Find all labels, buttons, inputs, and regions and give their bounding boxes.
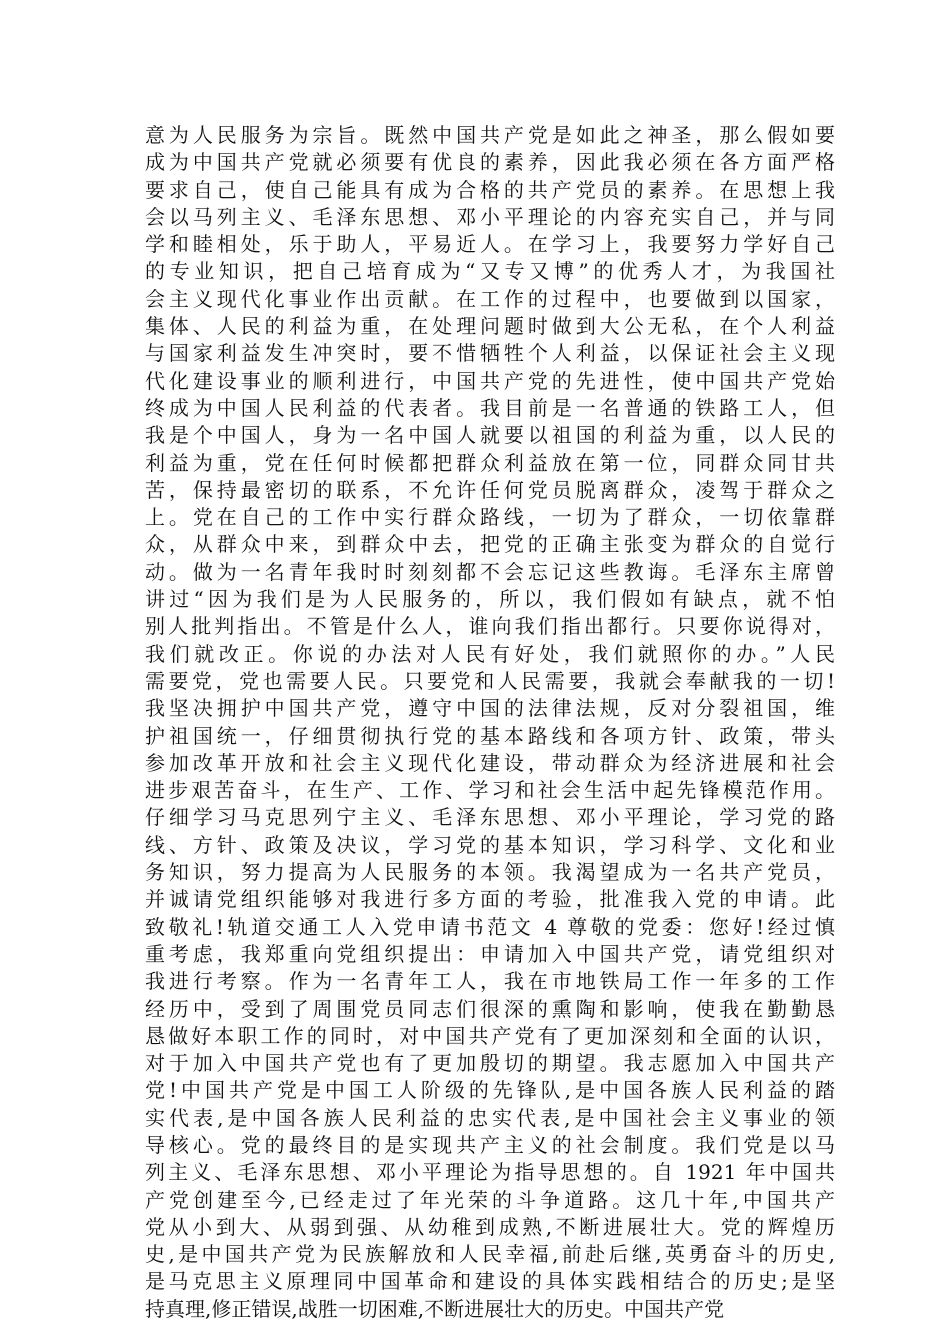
text-line-2: 成为中国共产党就必须要有优良的素养，因此我必须在各方面严格	[145, 150, 835, 175]
text-line-26: 仔细学习马克思列宁主义、毛泽东思想、邓小平理论，学习党的路	[145, 805, 835, 830]
text-line-21: 需要党，党也需要人民。只要党和人民需要，我就会奉献我的一切!	[145, 668, 835, 693]
text-line-41: 党从小到大、从弱到强、从幼稚到成熟,不断进展壮大。党的辉煌历	[145, 1214, 835, 1239]
text-line-32: 我进行考察。作为一名青年工人，我在市地铁局工作一年多的工作	[145, 969, 835, 994]
text-line-12: 我是个中国人，身为一名中国人就要以祖国的利益为重，以人民的	[145, 423, 835, 448]
text-line-14: 苦，保持最密切的联系，不允许任何党员脱离群众，凌驾于群众之	[145, 477, 835, 502]
text-line-23: 护祖国统一，仔细贯彻执行党的基本路线和各项方针、政策，带头	[145, 723, 835, 748]
text-line-8: 集体、人民的利益为重，在处理问题时做到大公无私，在个人利益	[145, 314, 835, 339]
text-line-17: 动。做为一名青年我时时刻刻都不会忘记这些教诲。毛泽东主席曾	[145, 559, 835, 584]
text-line-16: 众，从群众中来，到群众中去，把党的正确主张变为群众的自觉行	[145, 532, 835, 557]
text-line-36: 党!中国共产党是中国工人阶级的先锋队,是中国各族人民利益的踏	[145, 1078, 835, 1103]
text-line-34: 恳做好本职工作的同时，对中国共产党有了更加深刻和全面的认识，	[145, 1023, 835, 1048]
text-line-18: 讲过“因为我们是为人民服务的，所以，我们假如有缺点，就不怕	[145, 587, 835, 612]
text-line-10: 代化建设事业的顺利进行，中国共产党的先进性，使中国共产党始	[145, 368, 835, 393]
text-line-9: 与国家利益发生冲突时，要不惜牺牲个人利益，以保证社会主义现	[145, 341, 835, 366]
text-line-1: 意为人民服务为宗旨。既然中国共产党是如此之神圣，那么假如要	[145, 123, 835, 147]
text-line-40: 产党创建至今,已经走过了年光荣的斗争道路。这几十年,中国共产	[145, 1187, 835, 1212]
text-line-42: 史,是中国共产党为民族解放和人民幸福,前赴后继,英勇奋斗的历史,	[145, 1242, 835, 1267]
text-line-27: 线、方针、政策及决议，学习党的基本知识，学习科学、文化和业	[145, 832, 835, 857]
text-line-29: 并诚请党组织能够对我进行多方面的考验，批准我入党的申请。此	[145, 887, 835, 912]
text-line-33: 经历中，受到了周围党员同志们很深的熏陶和影响，使我在勤勤恳	[145, 996, 835, 1021]
text-line-13: 利益为重，党在任何时候都把群众利益放在第一位，同群众同甘共	[145, 450, 835, 475]
text-line-20: 我们就改正。你说的办法对人民有好处，我们就照你的办。”人民	[145, 641, 835, 666]
text-line-37: 实代表,是中国各族人民利益的忠实代表,是中国社会主义事业的领	[145, 1105, 835, 1130]
text-line-43: 是马克思主义原理同中国革命和建设的具体实践相结合的历史;是坚	[145, 1269, 835, 1294]
text-line-35: 对于加入中国共产党也有了更加殷切的期望。我志愿加入中国共产	[145, 1051, 835, 1076]
text-line-15: 上。党在自己的工作中实行群众路线，一切为了群众，一切依靠群	[145, 505, 835, 530]
text-line-24: 参加改革开放和社会主义现代化建设，带动群众为经济进展和社会	[145, 750, 835, 775]
text-line-44: 持真理,修正错误,战胜一切困难,不断进展壮大的历史。中国共产党	[145, 1296, 725, 1321]
text-line-4: 会以马列主义、毛泽东思想、邓小平理论的内容充实自己，并与同	[145, 204, 835, 229]
text-line-30: 致敬礼!轨道交通工人入党申请书范文 4 尊敬的党委：您好!经过慎	[145, 914, 835, 939]
text-line-28: 务知识，努力提高为人民服务的本领。我渴望成为一名共产党员，	[145, 860, 835, 885]
text-line-19: 别人批判指出。不管是什么人，谁向我们指出都行。只要你说得对，	[145, 614, 835, 639]
text-line-22: 我坚决拥护中国共产党，遵守中国的法律法规，反对分裂祖国，维	[145, 696, 835, 721]
text-line-39: 列主义、毛泽东思想、邓小平理论为指导思想的。自 1921 年中国共	[145, 1160, 835, 1185]
text-line-6: 的专业知识，把自己培育成为“又专又博”的优秀人才，为我国社	[145, 259, 835, 284]
text-line-38: 导核心。党的最终目的是实现共产主义的社会制度。我们党是以马	[145, 1132, 835, 1157]
text-line-5: 学和睦相处，乐于助人，平易近人。在学习上，我要努力学好自己	[145, 232, 835, 257]
body-text	[145, 122, 835, 1323]
text-line-7: 会主义现代化事业作出贡献。在工作的过程中，也要做到以国家，	[145, 286, 835, 311]
text-line-3: 要求自己，使自己能具有成为合格的共产党员的素养。在思想上我	[145, 177, 835, 202]
text-line-31: 重考虑，我郑重向党组织提出：申请加入中国共产党，请党组织对	[145, 941, 835, 966]
text-line-25: 进步艰苦奋斗，在生产、工作、学习和社会生活中起先锋模范作用。	[145, 778, 835, 803]
text-line-11: 终成为中国人民利益的代表者。我目前是一名普通的铁路工人，但	[145, 395, 835, 420]
